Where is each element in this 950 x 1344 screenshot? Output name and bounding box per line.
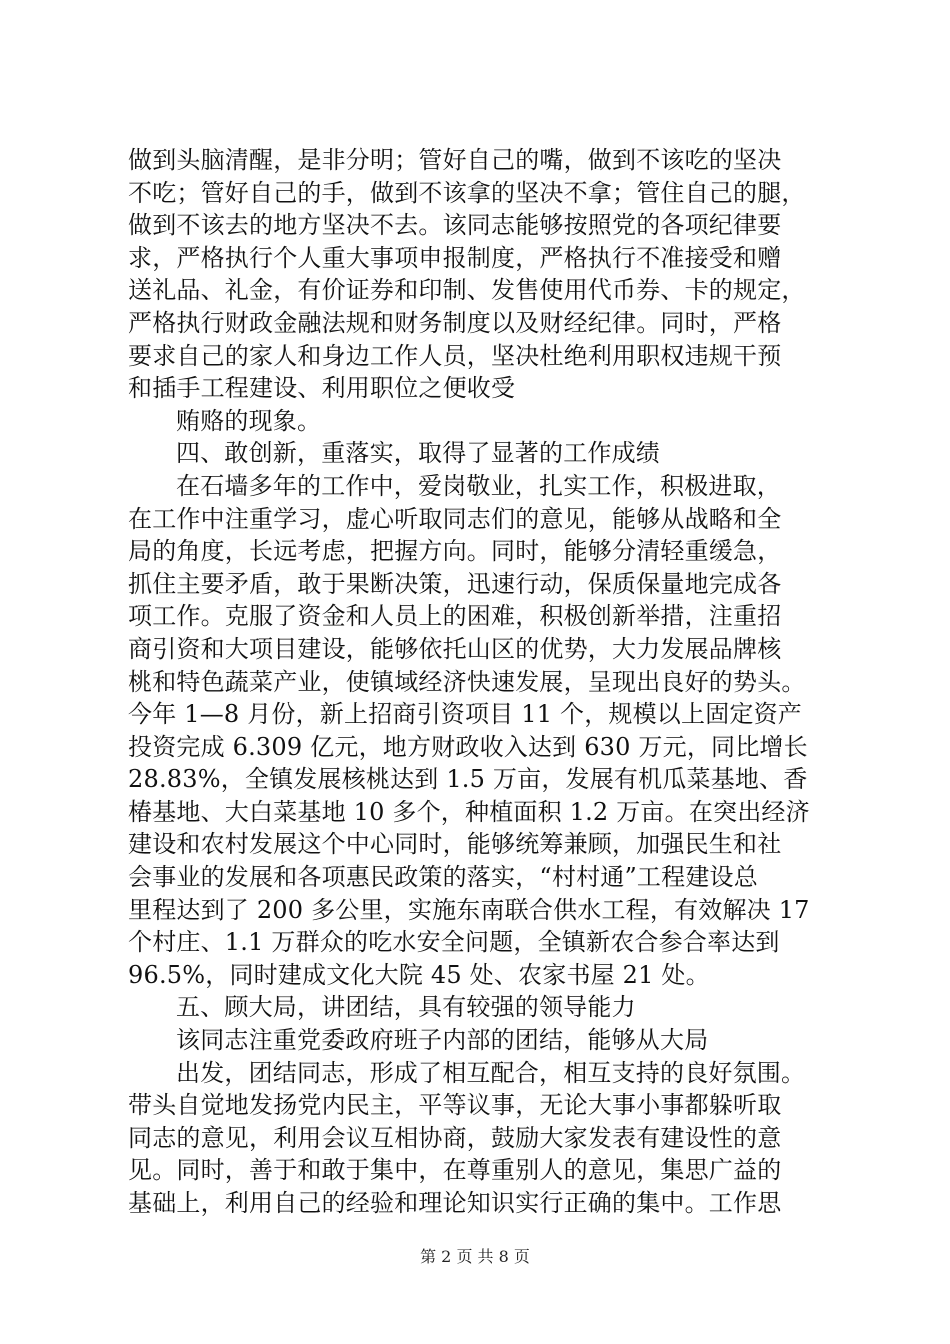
text-line: 见。同时，善于和敢于集中，在尊重别人的意见，集思广益的 — [128, 1156, 782, 1185]
text-line: 投资完成 6.309 亿元，地方财政收入达到 630 万元，同比增长 — [128, 732, 808, 761]
text-line: 里程达到了 200 多公里，实施东南联合供水工程，有效解决 17 — [128, 895, 810, 924]
section-heading: 四、敢创新，重落实，取得了显著的工作成绩 — [176, 439, 660, 468]
text-line: 在石墙多年的工作中，爱岗敬业，扎实工作，积极进取， — [176, 471, 781, 500]
text-line: 96.5%，同时建成文化大院 45 处、农家书屋 21 处。 — [128, 960, 710, 989]
text-line: 建设和农村发展这个中心同时，能够统筹兼顾，加强民生和社 — [128, 830, 782, 859]
text-line: 求，严格执行个人重大事项申报制度，严格执行不准接受和赠 — [128, 243, 782, 272]
text-line: 做到头脑清醒，是非分明；管好自己的嘴，做到不该吃的坚决 — [128, 146, 782, 174]
text-line: 要求自己的家人和身边工作人员，坚决杜绝利用职权违规干预 — [128, 341, 782, 370]
text-line: 出发，团结同志，形成了相互配合，相互支持的良好氛围。 — [176, 1058, 806, 1087]
text-line: 带头自觉地发扬党内民主，平等议事，无论大事小事都躲听取 — [128, 1091, 782, 1120]
text-line: 项工作。克服了资金和人员上的困难，积极创新举措，注重招 — [128, 602, 782, 631]
text-line: 不吃；管好自己的手，做到不该拿的坚决不拿；管住自己的腿， — [128, 178, 806, 207]
text-line: 贿赂的现象。 — [176, 406, 322, 435]
section-heading: 五、顾大局，讲团结，具有较强的领导能力 — [176, 993, 636, 1022]
text-line: 送礼品、礼金，有价证券和印制、发售使用代币券、卡的规定， — [128, 276, 806, 305]
text-line: 在工作中注重学习，虚心听取同志们的意见，能够从战略和全 — [128, 504, 782, 533]
text-line: 会事业的发展和各项惠民政策的落实，“村村通”工程建设总 — [128, 863, 758, 892]
page-number-footer: 第 2 页 共 8 页 — [420, 1247, 530, 1266]
text-line: 该同志注重党委政府班子内部的团结，能够从大局 — [176, 1026, 709, 1055]
text-line: 椿基地、大白菜基地 10 多个，种植面积 1.2 万亩。在突出经济 — [128, 797, 810, 826]
text-line: 28.83%，全镇发展核桃达到 1.5 万亩，发展有机瓜菜基地、香 — [128, 765, 808, 794]
text-line: 严格执行财政金融法规和财务制度以及财经纪律。同时，严格 — [128, 308, 782, 337]
text-line: 做到不该去的地方坚决不去。该同志能够按照党的各项纪律要 — [128, 211, 782, 240]
text-line: 个村庄、1.1 万群众的吃水安全问题，全镇新农合参合率达到 — [128, 928, 780, 957]
text-line: 商引资和大项目建设，能够依托山区的优势，大力发展品牌核 — [128, 634, 782, 663]
text-line: 基础上，利用自己的经验和理论知识实行正确的集中。工作思 — [128, 1189, 782, 1217]
text-line: 抓住主要矛盾，敢于果断决策，迅速行动，保质保量地完成各 — [128, 569, 782, 598]
text-line: 桃和特色蔬菜产业，使镇域经济快速发展，呈现出良好的势头。 — [128, 667, 806, 696]
text-line: 和插手工程建设、利用职位之便收受 — [128, 374, 516, 403]
document-body — [128, 144, 848, 1220]
text-line: 今年 1—8 月份，新上招商引资项目 11 个，规模以上固定资产 — [128, 700, 802, 729]
text-line: 同志的意见，利用会议互相协商，鼓励大家发表有建设性的意 — [128, 1123, 782, 1152]
text-line: 局的角度，长远考虑，把握方向。同时，能够分清轻重缓急， — [128, 537, 782, 566]
